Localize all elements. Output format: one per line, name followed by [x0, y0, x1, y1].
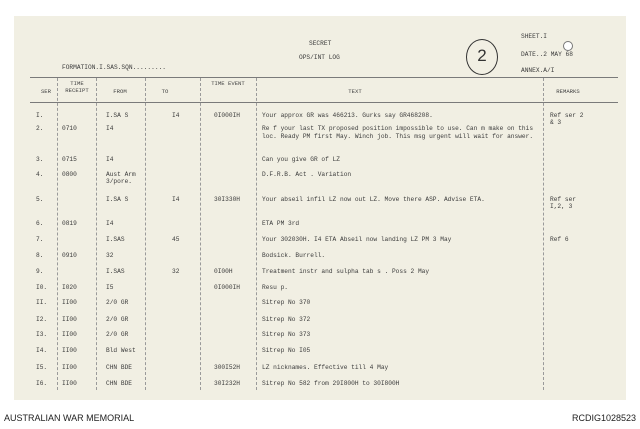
col-header-text: TEXT	[348, 88, 362, 95]
row-from-cell: Bld West	[106, 347, 136, 354]
row-ser-cell: 6.	[36, 220, 44, 227]
col-header-to: TO	[161, 88, 169, 95]
row-time-cell: 0710	[62, 125, 77, 132]
col-divider	[96, 78, 97, 390]
row-text-cell: Can you give GR of LZ	[262, 156, 340, 163]
date-field: DATE..2 MAY 68	[521, 51, 573, 58]
row-from-cell: I.SA S	[106, 196, 129, 203]
row-text-cell: Sitrep No I05	[262, 347, 311, 354]
footer-credit: AUSTRALIAN WAR MEMORIAL	[4, 413, 135, 423]
row-from-cell: CHN BDE	[106, 364, 132, 371]
row-text-cell: Your abseil infil LZ now out LZ. Move there ASP. Advise ETA.	[262, 196, 485, 203]
row-from-cell: 2/0 GR	[106, 331, 129, 338]
row-ser-cell: 5.	[36, 196, 44, 203]
row-ser-cell: 7.	[36, 236, 44, 243]
sheet-field: SHEET.I	[521, 33, 547, 40]
row-from-cell: I4	[106, 156, 114, 163]
row-time-cell: 0715	[62, 156, 77, 163]
row-from-cell: I4	[106, 220, 114, 227]
secret-label: SECRET	[309, 40, 332, 47]
col-divider	[256, 78, 257, 390]
row-text-cell: Sitrep No 373	[262, 331, 311, 338]
row-ser-cell: I3.	[36, 331, 48, 338]
row-from-cell: I.SAS	[106, 268, 125, 275]
row-time-cell: II00	[62, 331, 77, 338]
row-from-cell: CHN BDE	[106, 380, 132, 387]
row-from-cell: I5	[106, 284, 114, 291]
row-text-cell: ETA PM 3rd	[262, 220, 300, 227]
formation-field: FORMATION.I.SAS.SQN.........	[62, 64, 166, 71]
row-from-cell: I4	[106, 125, 114, 132]
row-text-cell: Sitrep No 370	[262, 299, 311, 306]
row-remarks-cell: Ref ser 2 & 3	[550, 112, 584, 126]
row-text-cell: D.F.R.B. Act . Variation	[262, 171, 352, 178]
row-time-cell: 0819	[62, 220, 77, 227]
row-to-cell: I4	[172, 196, 180, 203]
row-text-cell: Resu p.	[262, 284, 288, 291]
row-ser-cell: I5.	[36, 364, 48, 371]
row-to-cell: 32	[172, 268, 180, 275]
row-text-cell: Treatment instr and sulpha tab s . Poss 2 May	[262, 268, 430, 275]
row-time-cell: II00	[62, 364, 77, 371]
row-remarks-cell: Ref 6	[550, 236, 569, 243]
log-title: OPS/INT LOG	[299, 54, 340, 61]
row-event-cell: 0I000IH	[214, 284, 240, 291]
row-event-cell: 30I330H	[214, 196, 240, 203]
row-ser-cell: II.	[36, 299, 48, 306]
row-text-cell: Re f your last TX proposed position impossible to use. Can m make on this loc. Ready PM first May. Winch job. This msg urgent will wait for answer.	[262, 125, 534, 140]
row-to-cell: I4	[172, 112, 180, 119]
header-bottom-rule	[30, 102, 618, 103]
row-ser-cell: 4.	[36, 171, 44, 178]
row-time-cell: II00	[62, 347, 77, 354]
col-header-remarks: REMARKS	[556, 88, 580, 95]
row-from-cell: 32	[106, 252, 114, 259]
col-header-time-event: TIME EVENT	[211, 80, 245, 87]
row-event-cell: 0I00H	[214, 268, 233, 275]
footer-ref: RCDIG1028523	[571, 413, 636, 423]
row-remarks-cell: Ref ser I,2, 3	[550, 196, 576, 210]
row-text-cell: Bodsick. Burrell.	[262, 252, 326, 259]
row-time-cell: I020	[62, 284, 77, 291]
row-text-cell: Your approx GR was 466213. Gurks say GR468208.	[262, 112, 433, 119]
row-ser-cell: I.	[36, 112, 44, 119]
table-top-rule	[30, 77, 618, 78]
punch-hole	[563, 41, 573, 51]
row-ser-cell: I6.	[36, 380, 48, 387]
row-ser-cell: 2.	[36, 125, 44, 132]
row-time-cell: II00	[62, 316, 77, 323]
row-ser-cell: 3.	[36, 156, 44, 163]
col-divider	[200, 78, 201, 390]
row-ser-cell: I0.	[36, 284, 48, 291]
row-time-cell: 0800	[62, 171, 77, 178]
row-event-cell: 0I000IH	[214, 112, 240, 119]
col-header-time-receipt: TIME RECEIPT	[65, 80, 89, 94]
col-divider	[57, 78, 58, 390]
row-ser-cell: I2.	[36, 316, 48, 323]
row-from-cell: Aust Arm 3/pore.	[106, 171, 136, 185]
row-ser-cell: 9.	[36, 268, 44, 275]
row-event-cell: 300I52H	[214, 364, 240, 371]
col-header-from: FROM	[113, 88, 127, 95]
row-time-cell: II00	[62, 380, 77, 387]
row-from-cell: 2/0 GR	[106, 316, 129, 323]
row-from-cell: 2/0 GR	[106, 299, 129, 306]
row-to-cell: 45	[172, 236, 180, 243]
page-number-mark: 2	[466, 39, 498, 75]
row-text-cell: LZ nicknames. Effective till 4 May	[262, 364, 389, 371]
annex-field: ANNEX.A/I	[521, 67, 555, 74]
row-time-cell: 0910	[62, 252, 77, 259]
row-text-cell: Sitrep No 372	[262, 316, 311, 323]
row-text-cell: Sitrep No 582 from 29I800H to 30I800H	[262, 380, 400, 387]
col-header-ser: SER	[40, 88, 52, 95]
row-ser-cell: 8.	[36, 252, 44, 259]
row-time-cell: II00	[62, 299, 77, 306]
row-event-cell: 30I232H	[214, 380, 240, 387]
row-from-cell: I.SAS	[106, 236, 125, 243]
row-ser-cell: I4.	[36, 347, 48, 354]
row-from-cell: I.SA S	[106, 112, 129, 119]
row-text-cell: Your 302030H. I4 ETA Abseil now landing LZ PM 3 May	[262, 236, 452, 243]
